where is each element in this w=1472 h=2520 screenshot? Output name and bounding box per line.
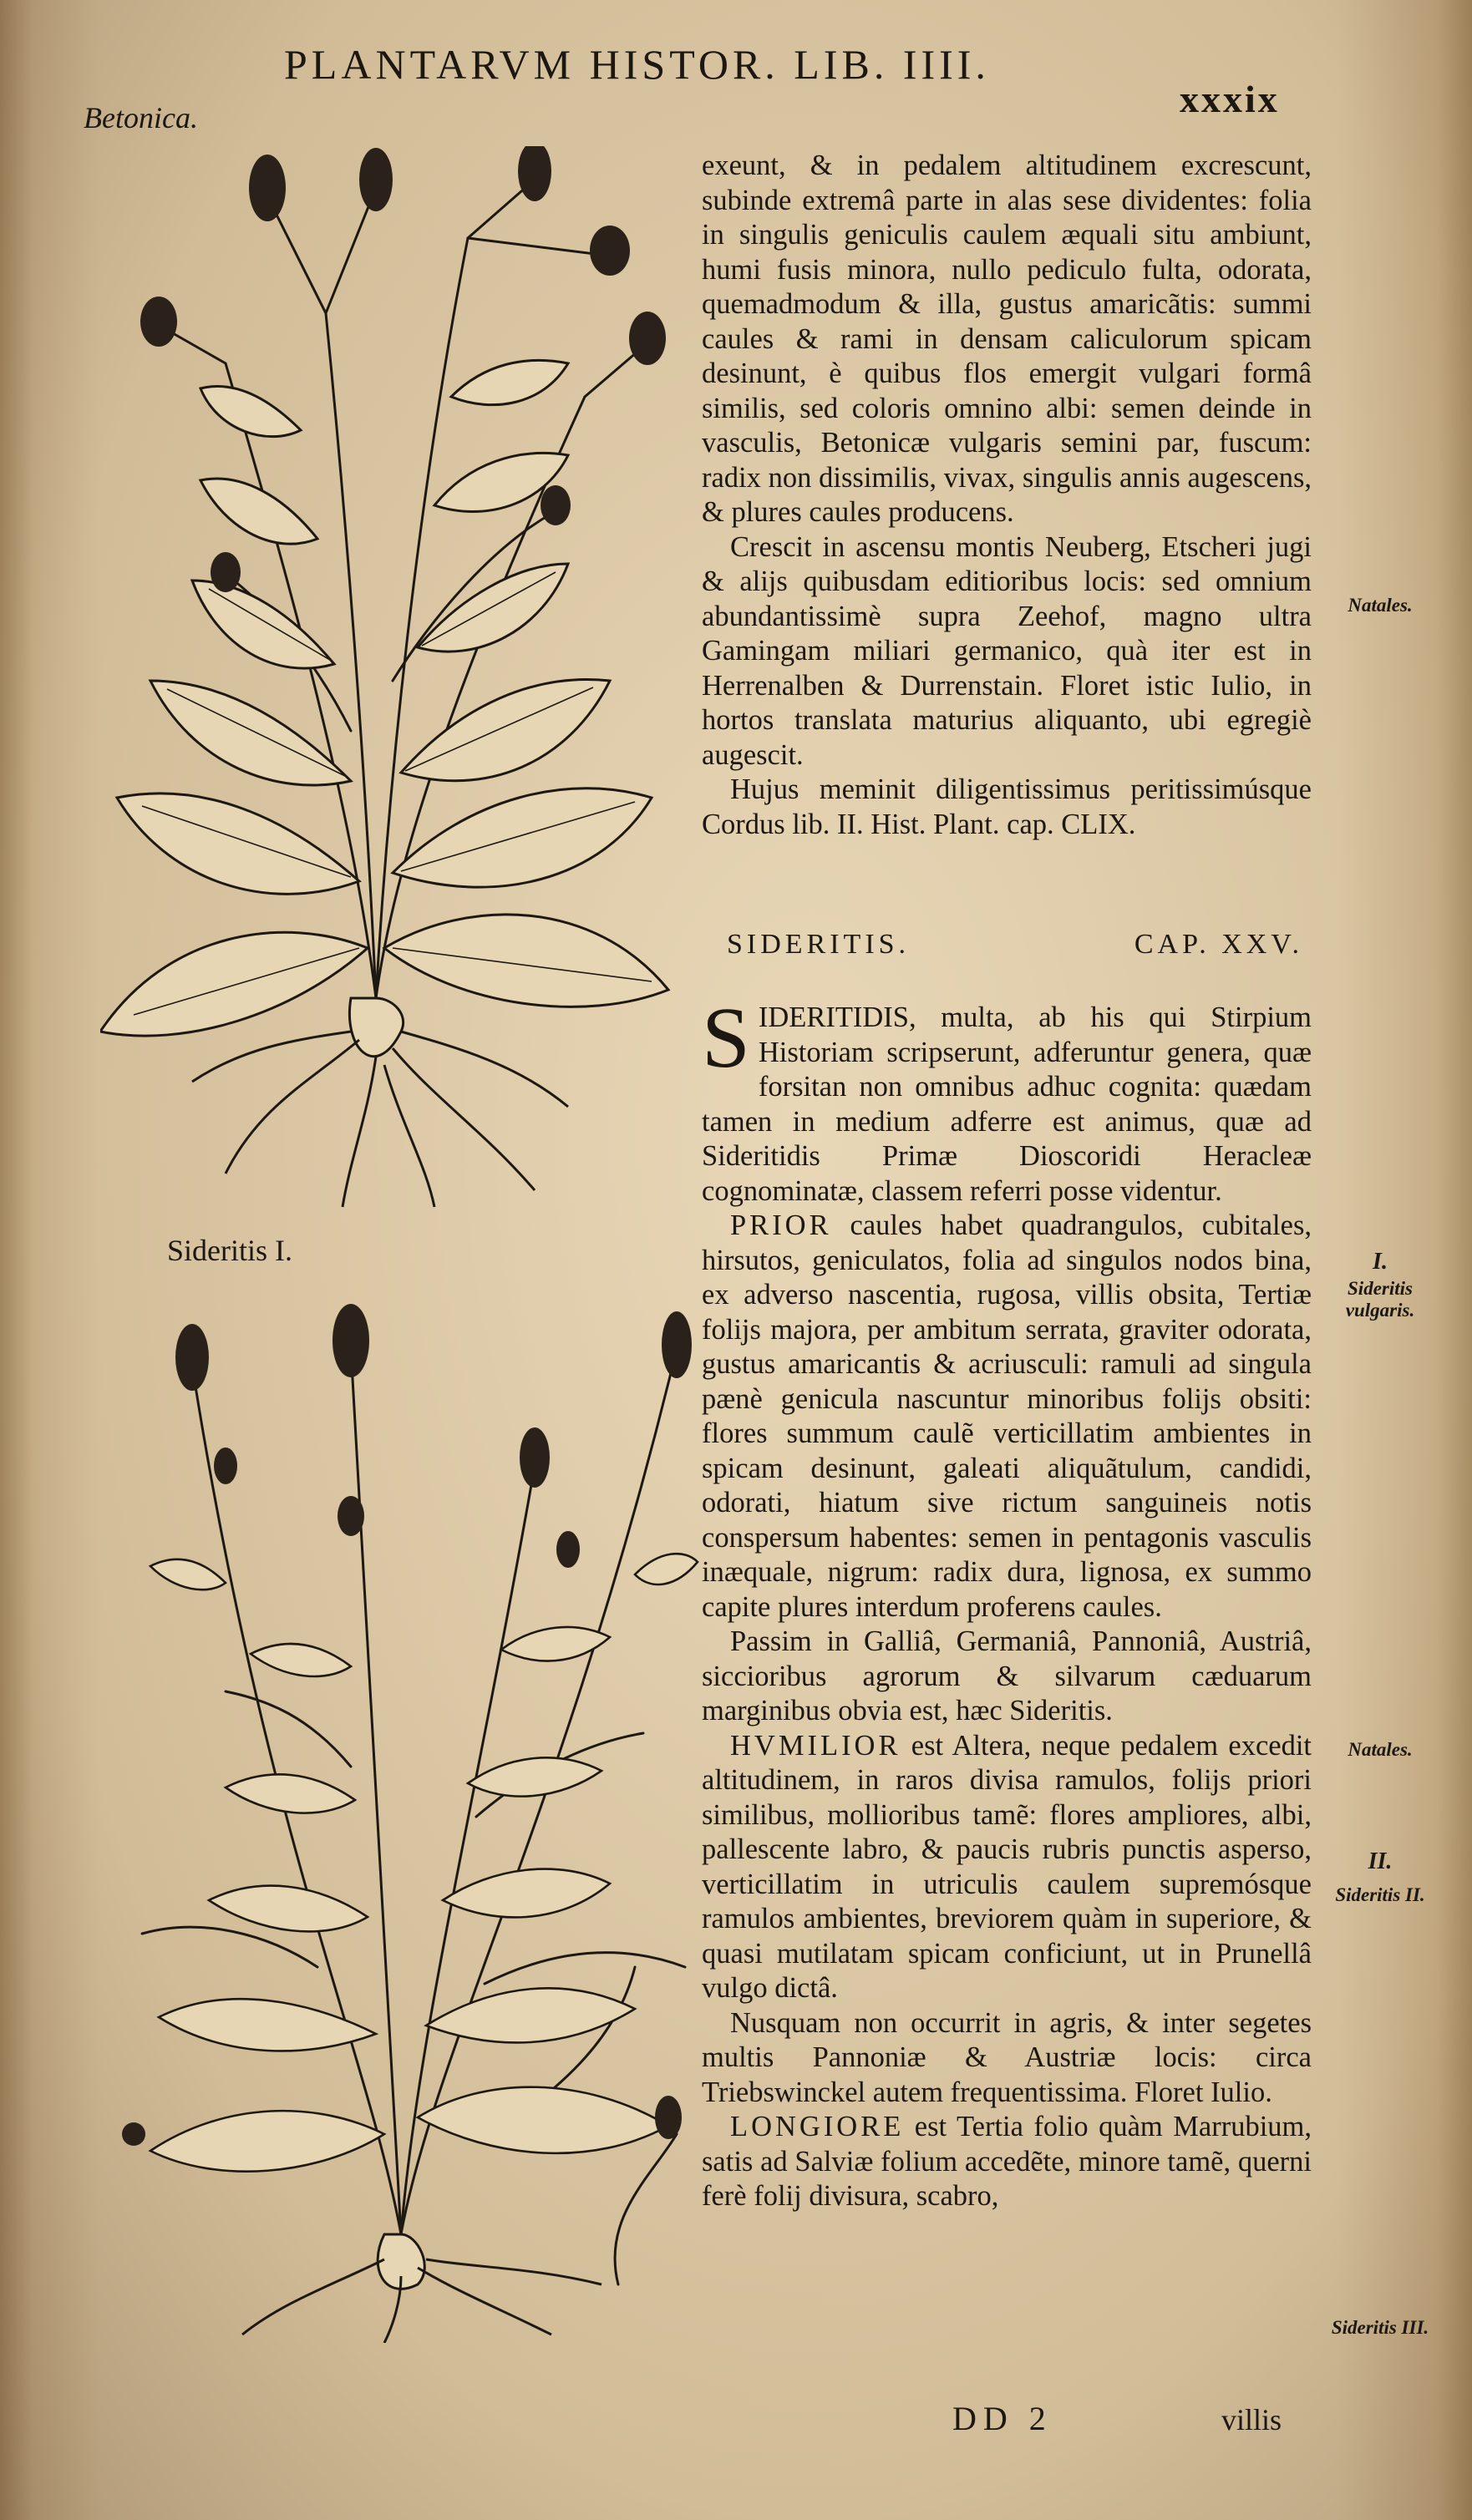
margin-note-numeral-2: II. bbox=[1368, 1848, 1393, 1874]
betonica-caption: Betonica. bbox=[84, 101, 198, 134]
chapter-number: CAP. XXV. bbox=[1134, 929, 1303, 960]
chapter-heading bbox=[727, 929, 1303, 961]
paragraph-betonica-cordus: Hujus meminit diligentissimus peritissimúsque Cordus lib. II. Hist. Plant. cap. CLIX. bbox=[702, 773, 1312, 840]
margin-note-sideritis-3: Sideritis III. bbox=[1331, 2317, 1429, 2338]
folio-number: xxxix bbox=[1180, 78, 1280, 120]
betonica-woodcut-illustration bbox=[100, 146, 677, 1215]
paragraph-sideritis-prior-text: caules habet quadrangulos, cubitales, hirsutos, geniculatos, folia ad singulos nodos bina, ex adverso nascentia, rugosa, villis obsita, Tertiæ folijs majora, per ambitum serrata, graviter odorata, gustus amaricantis & acriusculi: ramuli ad singula pænè genicula nascuntur minoribus folijs obsiti: flores summum caulẽ verticillatim ambientes in spicam desinunt, galeati aliquãtulum, candidi, odorati, hiatum sive rictum sanguineis notis conspersum habentes: semen in pentagonis vasculis inæquale, nigrum: radix dura, lignosa, ex summo capite plures interdum proferens caules. bbox=[702, 1209, 1312, 1623]
paragraph-sideritis-intro bbox=[702, 990, 1312, 1209]
running-head: PLANTARVM HISTOR. LIB. IIII. bbox=[284, 41, 990, 88]
text-column-lower bbox=[702, 990, 1312, 2214]
paragraph-betonica-description: exeunt, & in pedalem altitudinem excrescunt, subinde extremâ parte in alas sese dividentes: folia in singulis geniculis caulem æquali situ ambiunt, humi fusis minora, nullo pediculo fulta, odorata, quemadmodum & illa, gustus amaricãtis: summi caules & rami in densam caliculorum spicam desinunt, è quibus flos emergit vulgari formâ similis, sed coloris omnino albi: semen deinde in vasculis, Betonicæ vulgaris semini par, fuscum: radix non dissimilis, vivax, singulis annis augescens, & plures caules producens. bbox=[702, 150, 1312, 528]
paragraph-sideritis-longiore-text: est Tertia folio quàm Marrubium, satis ad Salviæ folium accedẽte, minore tamẽ, querni ferè folij divisura, scabro, bbox=[702, 2111, 1312, 2212]
paragraph-betonica-habitat: Crescit in ascensu montis Neuberg, Etscheri jugi & alijs quibusdam editioribus locis: sed omnium abundantissimè supra Zeehof, magno ultra Gamingam miliari germanico, quà iter est in Herrenalben & Durrenstain. Floret istic Iulio, in hortos translata maturius aliquanto, ubi egregiè augescit. bbox=[702, 530, 1312, 771]
margin-note-sideritis-vulgaris: Sideritis vulgaris. bbox=[1345, 1278, 1415, 1321]
chapter-title: SIDERITIS. bbox=[727, 929, 911, 960]
paragraph-sideritis-prior bbox=[702, 1209, 1312, 1625]
paragraph-sideritis-humilior bbox=[702, 1729, 1312, 2006]
margin-note-natales-1: Natales. bbox=[1348, 595, 1413, 616]
paragraph-sideritis-intro-text: IDERITIDIS, multa, ab his qui Stirpium Historiam scripserunt, adferuntur genera, quæ forsitan non omnibus adhuc cognita: quædam tamen in medium adferre est animus, quæ ad Sideritidis Primæ Dioscoridi Heracleæ cognominatæ, classem referri posse videntur. bbox=[702, 1001, 1312, 1207]
lead-word-prior: PRIOR bbox=[730, 1209, 832, 1241]
text-column-upper bbox=[702, 149, 1312, 842]
signature-mark: DD 2 bbox=[952, 2400, 1053, 2437]
paragraph-sideritis-habitat: Passim in Galliâ, Germaniâ, Pannoniâ, Austriâ, siccioribus agrorum & silvarum cæduarum marginibus obvia est, hæc Sideritis. bbox=[702, 1625, 1312, 1726]
lead-word-longiore: LONGIORE bbox=[730, 2111, 905, 2142]
paragraph-sideritis-longiore bbox=[702, 2110, 1312, 2214]
lead-word-humilior: HVMILIOR bbox=[730, 1729, 901, 1762]
margin-note-sideritis-2: Sideritis II. bbox=[1335, 1884, 1425, 1905]
margin-note-natales-2: Natales. bbox=[1348, 1739, 1413, 1760]
catchword: villis bbox=[1221, 2403, 1282, 2436]
margin-note-numeral-1: I. bbox=[1373, 1249, 1388, 1275]
paragraph-sideritis-humilior-habitat: Nusquam non occurrit in agris, & inter segetes multis Pannoniæ & Austriæ locis: circa Triebswinckel autem frequentissima. Floret Iulio. bbox=[702, 2006, 1312, 2108]
paragraph-sideritis-humilior-text: est Altera, neque pedalem excedit altitudinem, in raros divisa ramulos, folijs priori similibus, mollioribus tamẽ: flores ampliores, albi, pallescente labro, & paucis rubris punctis asperso, verticillatim in utriculis caulem supremósque ramulos ambientes, breviorem quàm in superiore, & quasi mutilatam spicam conficiunt, ut in Prunellâ vulgo dictâ. bbox=[702, 1729, 1312, 2004]
drop-capital: S bbox=[702, 990, 750, 1086]
sideritis-woodcut-illustration bbox=[100, 1299, 702, 2343]
sideritis-caption: Sideritis I. bbox=[167, 1234, 292, 1267]
